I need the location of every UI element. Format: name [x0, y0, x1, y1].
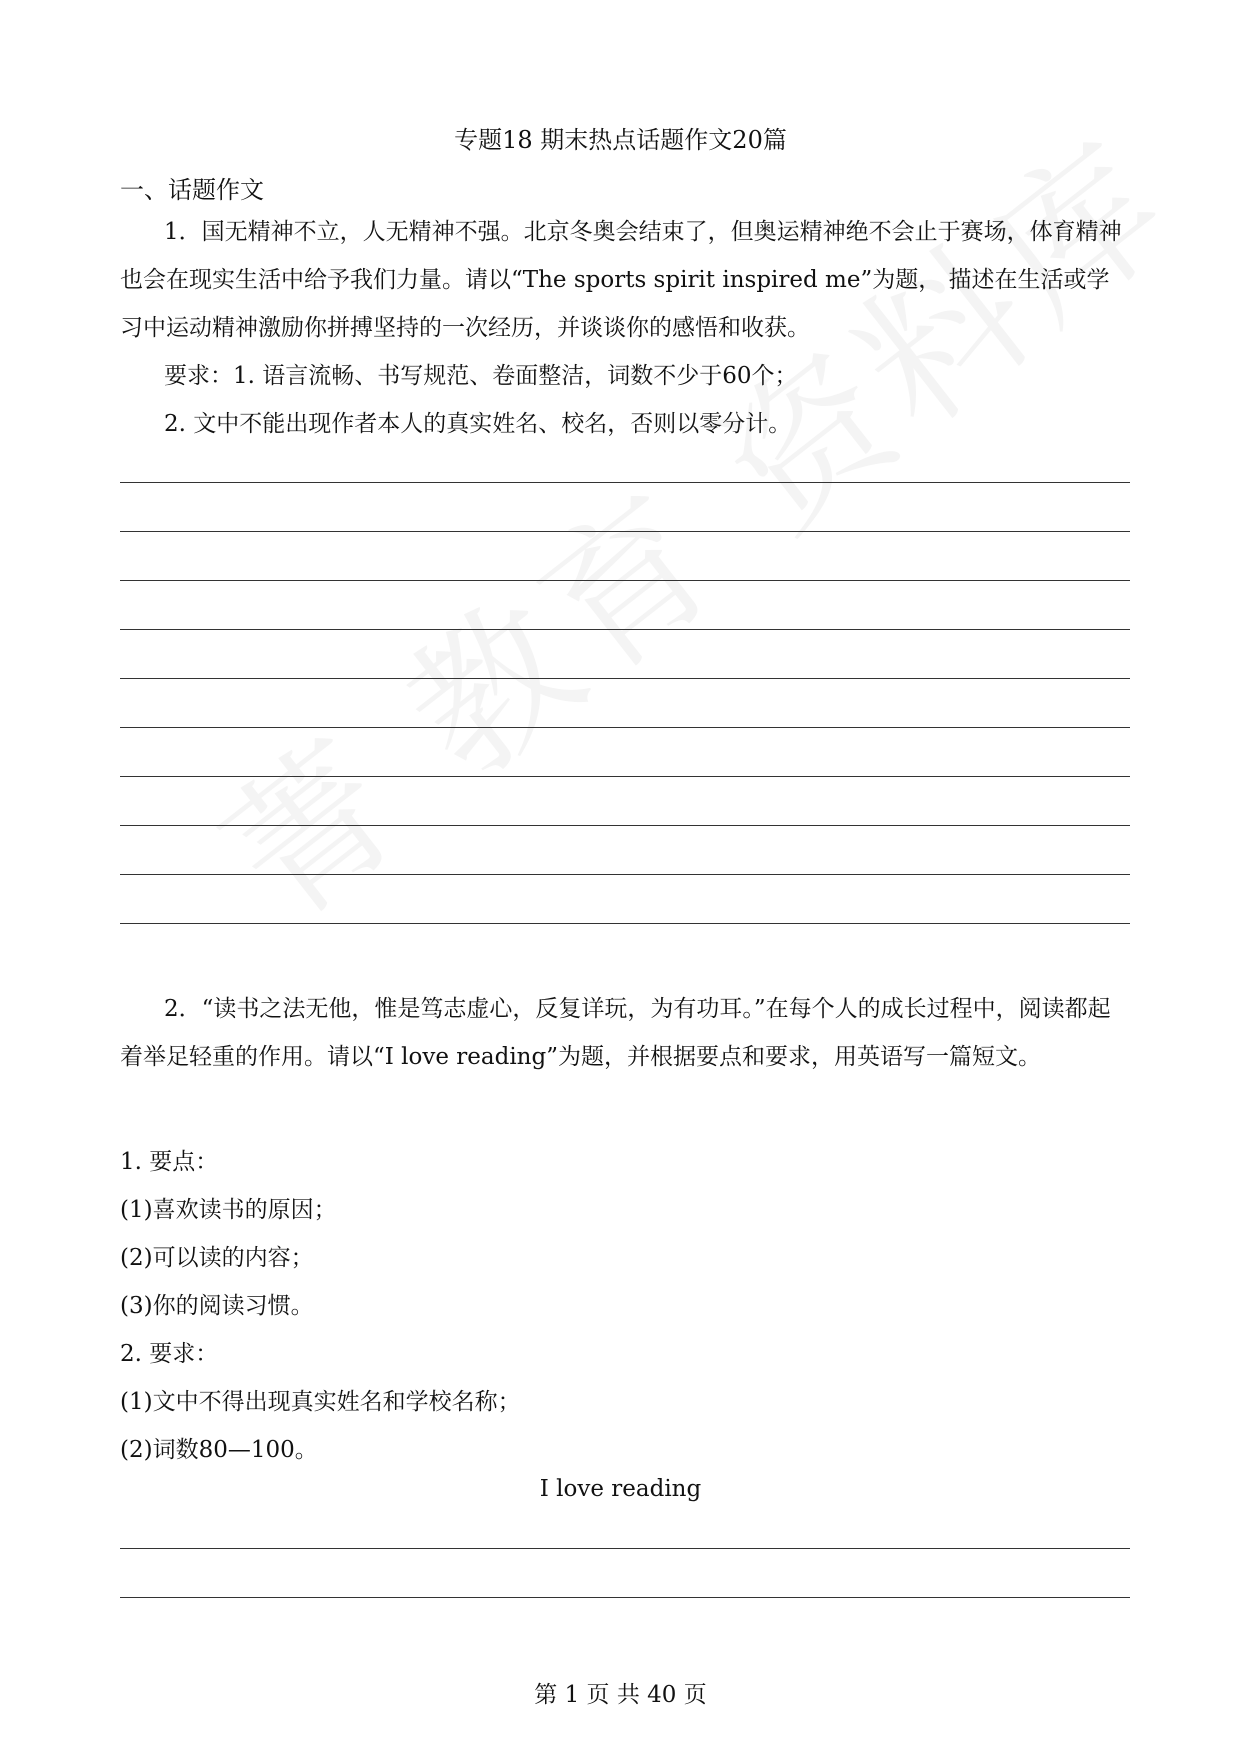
writing-line[interactable]: [120, 678, 1130, 679]
requirement-1: (1)文中不得出现真实姓名和学校名称；: [120, 1389, 521, 1415]
page-title: 专题18 期末热点话题作文20篇: [454, 126, 787, 154]
writing-line[interactable]: [120, 776, 1130, 777]
writing-line[interactable]: [120, 1548, 1130, 1549]
point-2: (2)可以读的内容；: [120, 1245, 314, 1271]
writing-line[interactable]: [120, 825, 1130, 826]
requirement-2: (2)词数80—100。: [120, 1437, 318, 1463]
section-heading: 一、话题作文: [120, 176, 264, 204]
point-1: (1)喜欢读书的原因；: [120, 1197, 337, 1223]
question-1-requirement-2: 2. 文中不能出现作者本人的真实姓名、校名，否则以零分计。: [164, 411, 792, 437]
writing-line[interactable]: [120, 629, 1130, 630]
writing-line[interactable]: [120, 923, 1130, 924]
writing-line[interactable]: [120, 482, 1130, 483]
page-footer: 第 1 页 共 40 页: [534, 1682, 707, 1708]
essay-title: I love reading: [539, 1476, 702, 1502]
writing-line[interactable]: [120, 727, 1130, 728]
writing-line[interactable]: [120, 531, 1130, 532]
writing-line[interactable]: [120, 874, 1130, 875]
requirements-heading: 2. 要求：: [120, 1341, 219, 1367]
question-1-requirement-1: 要求：1. 语言流畅、书写规范、卷面整洁，词数不少于60个；: [164, 363, 798, 389]
question-2-prompt: 2．“读书之法无他，惟是笃志虚心，反复详玩，为有功耳。”在每个人的成长过程中，阅读都起着举足轻重的作用。请以“I love reading”为题，并根据要点和要求，用英语写一篇短文。: [120, 996, 1111, 1070]
points-heading: 1. 要点：: [120, 1149, 219, 1175]
writing-line[interactable]: [120, 580, 1130, 581]
point-3: (3)你的阅读习惯。: [120, 1293, 314, 1319]
writing-line[interactable]: [120, 1597, 1130, 1598]
question-1-prompt: 1．国无精神不立，人无精神不强。北京冬奥会结束了，但奥运精神绝不会止于赛场，体育精神也会在现实生活中给予我们力量。请以“The sports spirit inspired me”为题， 描述在生活或学习中运动精神激励你拼搏坚持的一次经历，并谈谈你的感悟和收获。: [120, 219, 1122, 341]
